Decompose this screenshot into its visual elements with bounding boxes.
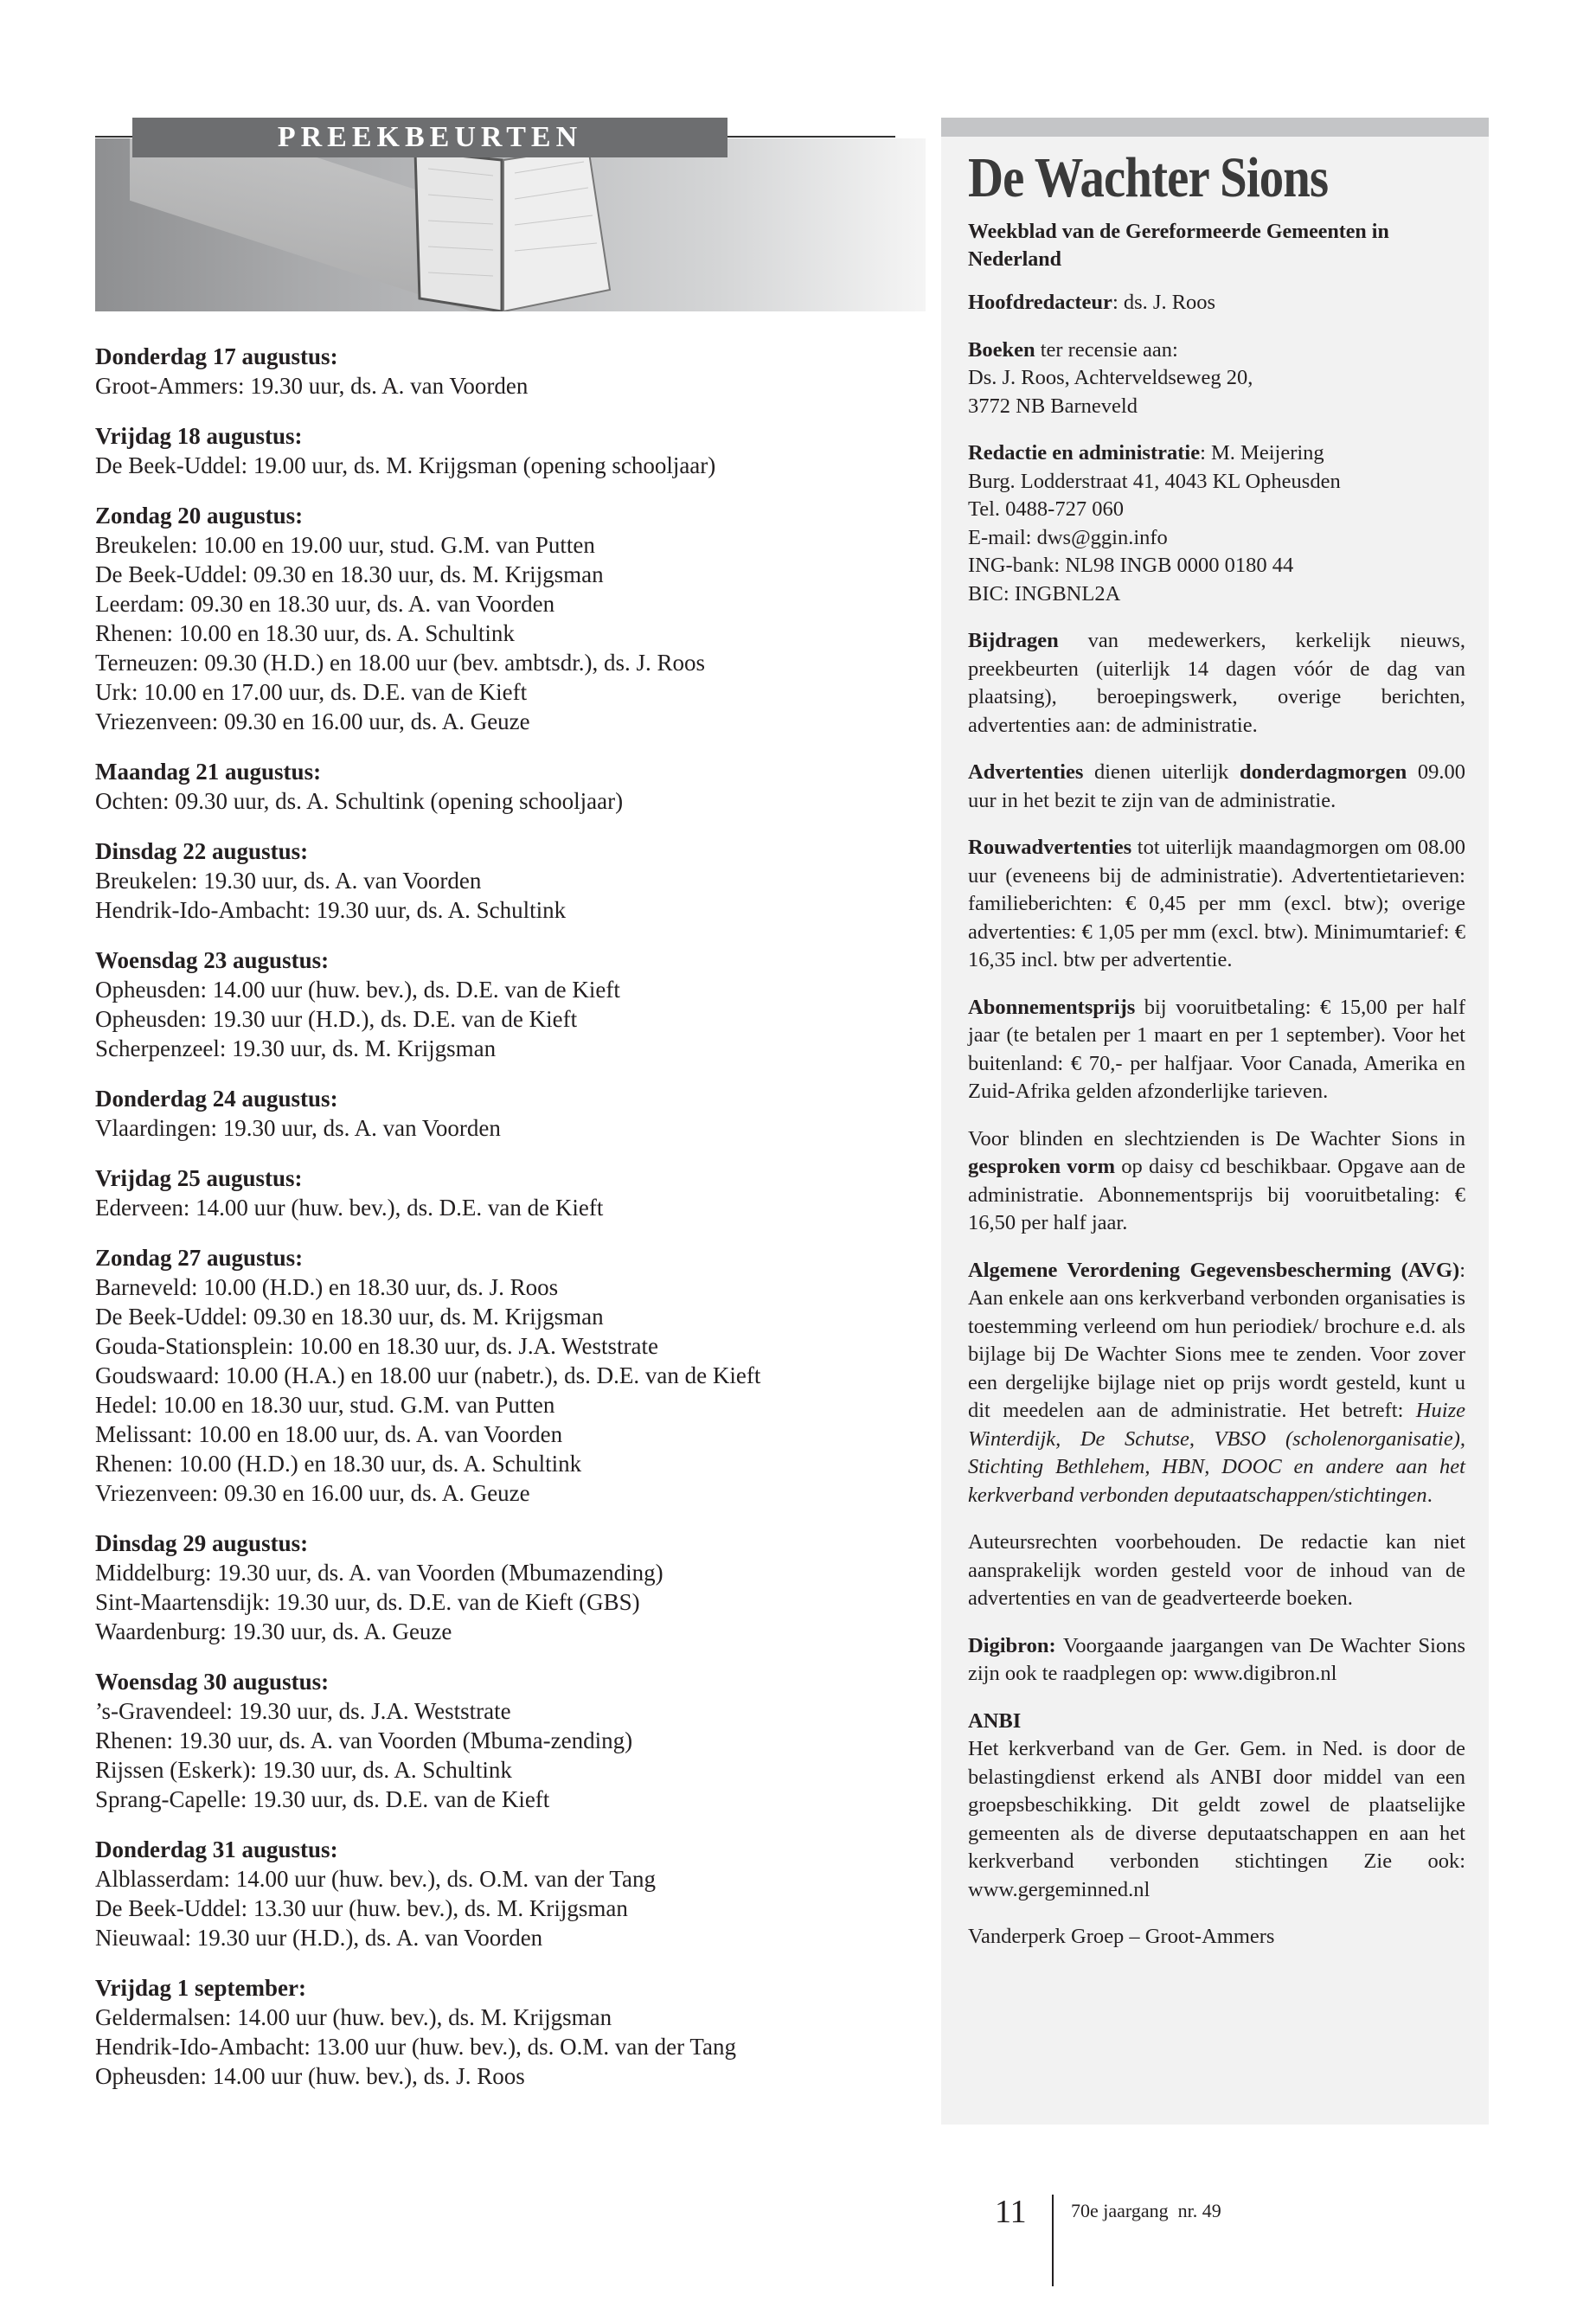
day-heading: Woensdag 30 augustus: [95,1669,330,1695]
footer-divider [1052,2195,1054,2286]
day-heading: Vrijdag 1 september: [95,1975,306,2001]
schedule-day [95,945,908,1063]
service-line: Barneveld: 10.00 (H.D.) en 18.30 uur, ds. J. Roos [95,1274,559,1300]
schedule-day [95,342,908,401]
paragraph-text: Voorgaande jaargangen van De Wachter Sions zijn ook te raadplegen op: www.digibron.nl [968,1633,1465,1685]
colophon-paragraph [968,1529,1465,1613]
paragraph-text: BIC: INGBNL2A [968,581,1121,606]
service-line: Terneuzen: 09.30 (H.D.) en 18.00 uur (bev. ambtsdr.), ds. J. Roos [95,650,705,676]
page-number: 11 [995,2194,1027,2230]
service-line: De Beek-Uddel: 13.30 uur (huw. bev.), ds. M. Krijgsman [95,1895,628,1921]
service-line: ’s-Gravendeel: 19.30 uur, ds. J.A. Weststrate [95,1698,511,1724]
day-heading: Zondag 20 augustus: [95,503,304,529]
paragraph-text: bij vooruitbetaling: € 15,00 per half jaar (te betalen per 1 maart en per 1 september). Voor het buitenland: € 70,- per halfjaar. Voor Canada, Amerika en Zuid-Afrika gelden afzonderlijke tarieven. [968,995,1465,1103]
colophon-paragraph [968,1125,1465,1238]
colophon-paragraph [968,439,1465,608]
paragraph-text: Het kerkverband van de Ger. Gem. in Ned. is door de belastingdienst erkend als ANBI door middel van een groepsbeschikking. Dit geldt zowel de plaatselijke gemeenten als de diverse deputaatschappen en aan het kerkverband verbonden stichtingen Zie ook: www.gergeminned.nl [968,1737,1465,1901]
service-line: Alblasserdam: 14.00 uur (huw. bev.), ds. O.M. van der Tang [95,1866,656,1892]
paragraph-text: op daisy cd beschikbaar. Opgave aan de administratie. Abonnementsprijs bij vooruitbetaling: € 16,50 per half jaar. [968,1155,1465,1234]
schedule-day [95,757,908,816]
schedule-day [95,421,908,480]
service-line: De Beek-Uddel: 09.30 en 18.30 uur, ds. M. Krijgsman [95,561,604,587]
day-heading: Dinsdag 29 augustus: [95,1530,309,1556]
service-line: Hendrik-Ido-Ambacht: 19.30 uur, ds. A. Schultink [95,897,567,923]
day-heading: Dinsdag 22 augustus: [95,838,309,864]
schedule-day [95,1973,908,2091]
colophon-paragraph [968,1257,1465,1510]
day-heading: Zondag 27 augustus: [95,1245,304,1271]
service-line: Geldermalsen: 14.00 uur (huw. bev.), ds. M. Krijgsman [95,2004,612,2030]
paragraph-label: Advertenties [968,760,1084,784]
service-line: Scherpenzeel: 19.30 uur, ds. M. Krijgsman [95,1035,497,1061]
paragraph-text: Tel. 0488-727 060 [968,497,1124,521]
schedule-day [95,1243,908,1508]
paragraph-label: Algemene Verordening Gegevensbescherming (AVG) [968,1258,1460,1282]
service-line: Middelburg: 19.30 uur, ds. A. van Voorden (Mbumazending) [95,1560,663,1586]
service-line: Hedel: 10.00 en 18.30 uur, stud. G.M. van Putten [95,1392,555,1418]
paragraph-text: tot uiterlijk maandagmorgen om 08.00 uur (eveneens bij de administratie). Advertentietarieven: familieberichten: € 0,45 per mm (excl. btw); overige advertenties: € 1,05 per mm (excl. btw). Minimumtarief: € 16,35 incl. btw per advertentie. [968,836,1465,971]
paragraph-text: : M. Meijering [1200,441,1324,465]
schedule-day [95,1163,908,1222]
service-line: Rhenen: 10.00 (H.D.) en 18.30 uur, ds. A. Schultink [95,1451,582,1477]
colophon-paragraph [968,994,1465,1106]
colophon-paragraph [968,834,1465,975]
service-line: Rhenen: 10.00 en 18.30 uur, ds. A. Schultink [95,620,515,646]
day-heading: Maandag 21 augustus: [95,759,322,785]
colophon-paragraph [968,627,1465,740]
colophon-paragraph [968,759,1465,815]
paragraph-label: Digibron: [968,1633,1056,1657]
colophon-paragraph [968,1708,1465,1905]
schedule-day [95,1667,908,1814]
paragraph-text: : ds. J. Roos [1112,291,1216,314]
paragraph-text: 3772 NB Barneveld [968,394,1138,418]
service-line: Rhenen: 19.30 uur, ds. A. van Voorden (Mbuma-zending) [95,1727,633,1753]
day-heading: Donderdag 31 augustus: [95,1836,338,1862]
service-line: Waardenburg: 19.30 uur, ds. A. Geuze [95,1618,452,1644]
paragraph-text: Huize Winterdijk, De Schutse, VBSO (scholenorganisatie), Stichting Bethlehem, HBN, DOOC en andere aan het kerkverband verbonden deputaatschappen/stichtingen [968,1399,1465,1507]
service-line: Opheusden: 19.30 uur (H.D.), ds. D.E. van de Kieft [95,1006,578,1032]
service-line: Breukelen: 19.30 uur, ds. A. van Voorden [95,868,482,894]
service-line: Nieuwaal: 19.30 uur (H.D.), ds. A. van Voorden [95,1925,543,1951]
paragraph-label: Rouwadvertenties [968,836,1132,859]
schedule-day [95,1529,908,1646]
schedule-day [95,1084,908,1143]
colophon-paragraph [968,1632,1465,1689]
paragraph-text: ING-bank: NL98 INGB 0000 0180 44 [968,554,1294,577]
service-line: Ederveen: 14.00 uur (huw. bev.), ds. D.E. van de Kieft [95,1195,604,1221]
paragraph-label: Abonnementsprijs [968,995,1136,1019]
service-line: Vlaardingen: 19.30 uur, ds. A. van Voorden [95,1115,501,1141]
service-line: Rijssen (Eskerk): 19.30 uur, ds. A. Schultink [95,1757,512,1783]
service-line: Opheusden: 14.00 uur (huw. bev.), ds. D.E. van de Kieft [95,977,620,1003]
service-line: Sint-Maartensdijk: 19.30 uur, ds. D.E. van de Kieft (GBS) [95,1589,640,1615]
paragraph-label: Bijdragen [968,629,1059,652]
panel-top-bar [941,118,1489,137]
header-bible-photo [95,138,926,311]
sermon-schedule [95,342,908,2112]
day-heading: Vrijdag 18 augustus: [95,423,303,449]
service-line: Breukelen: 10.00 en 19.00 uur, stud. G.M. van Putten [95,532,595,558]
service-line: Melissant: 10.00 en 18.00 uur, ds. A. van Voorden [95,1421,563,1447]
service-line: Gouda-Stationsplein: 10.00 en 18.30 uur, ds. J.A. Weststrate [95,1333,658,1359]
colophon-panel [941,118,1489,2125]
paragraph-text: . [1426,1483,1433,1507]
open-book-illustration [407,143,614,311]
service-line: Groot-Ammers: 19.30 uur, ds. A. van Voorden [95,373,529,399]
paragraph-text: van medewerkers, kerkelijk nieuws, preekbeurten (uiterlijk 14 dagen vóór de dag van plaatsing), beroepingswerk, overige berichten, advertenties aan: de administratie. [968,629,1465,737]
paragraph-text: ter recensie aan: [1035,337,1178,362]
paragraph-label: Boeken [968,337,1035,362]
issue-info: 70e jaargang nr. 49 [1071,2200,1221,2221]
paragraph-text: Burg. Lodderstraat 41, 4043 KL Opheusden [968,469,1341,493]
service-line: Vriezenveen: 09.30 en 16.00 uur, ds. A. Geuze [95,1480,530,1506]
day-heading: Donderdag 17 augustus: [95,343,338,369]
day-heading: Woensdag 23 augustus: [95,947,330,973]
service-line: Hendrik-Ido-Ambacht: 13.00 uur (huw. bev.), ds. O.M. van der Tang [95,2034,736,2060]
paragraph-label: Redactie en administratie [968,441,1201,465]
day-heading: Donderdag 24 augustus: [95,1086,338,1112]
paragraph-text: Auteursrechten voorbehouden. De redactie kan niet aansprakelijk worden gesteld voor de inhoud van de advertenties en van de geadverteerde boeken. [968,1530,1465,1610]
colophon-paragraph [968,289,1465,317]
schedule-day [95,501,908,736]
schedule-day [95,1835,908,1952]
day-heading: Vrijdag 25 augustus: [95,1165,303,1191]
service-line: Opheusden: 14.00 uur (huw. bev.), ds. J. Roos [95,2063,525,2089]
paragraph-text: E-mail: dws@ggin.info [968,525,1168,549]
magazine-subtitle: Weekblad van de Gereformeerde Gemeenten in Nederland [968,221,1389,271]
service-line: Vriezenveen: 09.30 en 16.00 uur, ds. A. Geuze [95,708,530,734]
paragraph-label: ANBI [968,1708,1022,1733]
section-title: PREEKBEURTEN [132,118,727,157]
service-line: Urk: 10.00 en 17.00 uur, ds. D.E. van de Kieft [95,679,528,705]
paragraph-text: dienen uiterlijk [1083,760,1240,784]
paragraph-text: Vanderperk Groep – Groot-Ammers [968,1925,1275,1948]
paragraph-text: Voor blinden en slechtzienden is De Wachter Sions in [968,1126,1465,1150]
service-line: Ochten: 09.30 uur, ds. A. Schultink (opening schooljaar) [95,788,624,814]
paragraph-label: donderdagmorgen [1240,760,1407,784]
service-line: Goudswaard: 10.00 (H.A.) en 18.00 uur (nabetr.), ds. D.E. van de Kieft [95,1362,761,1388]
paragraph-text: 09.00 uur in het bezit te zijn van de administratie. [968,760,1466,812]
service-line: De Beek-Uddel: 09.30 en 18.30 uur, ds. M. Krijgsman [95,1304,604,1330]
paragraph-label: Hoofdredacteur [968,291,1112,314]
service-line: Leerdam: 09.30 en 18.30 uur, ds. A. van Voorden [95,591,555,617]
schedule-day [95,836,908,925]
paragraph-label: gesproken vorm [968,1155,1116,1178]
colophon-paragraph [968,336,1465,421]
paragraph-text: Ds. J. Roos, Achterveldseweg 20, [968,366,1253,389]
colophon-paragraph [968,1923,1465,1952]
paragraph-text: : Aan enkele aan ons kerkverband verbonden organisaties is toestemming verleend om hun periodiek/ brochure e.d. als bijlage bij De Wachter Sions mee te zenden. Voor zover een dergelijke bijlage niet op prijs wordt gesteld, kunt u dit meedelen aan de administratie. Het betreft: [968,1258,1465,1422]
service-line: Sprang-Capelle: 19.30 uur, ds. D.E. van de Kieft [95,1786,550,1812]
magazine-title: De Wachter Sions [968,146,1329,209]
service-line: De Beek-Uddel: 19.00 uur, ds. M. Krijgsman (opening schooljaar) [95,452,716,478]
